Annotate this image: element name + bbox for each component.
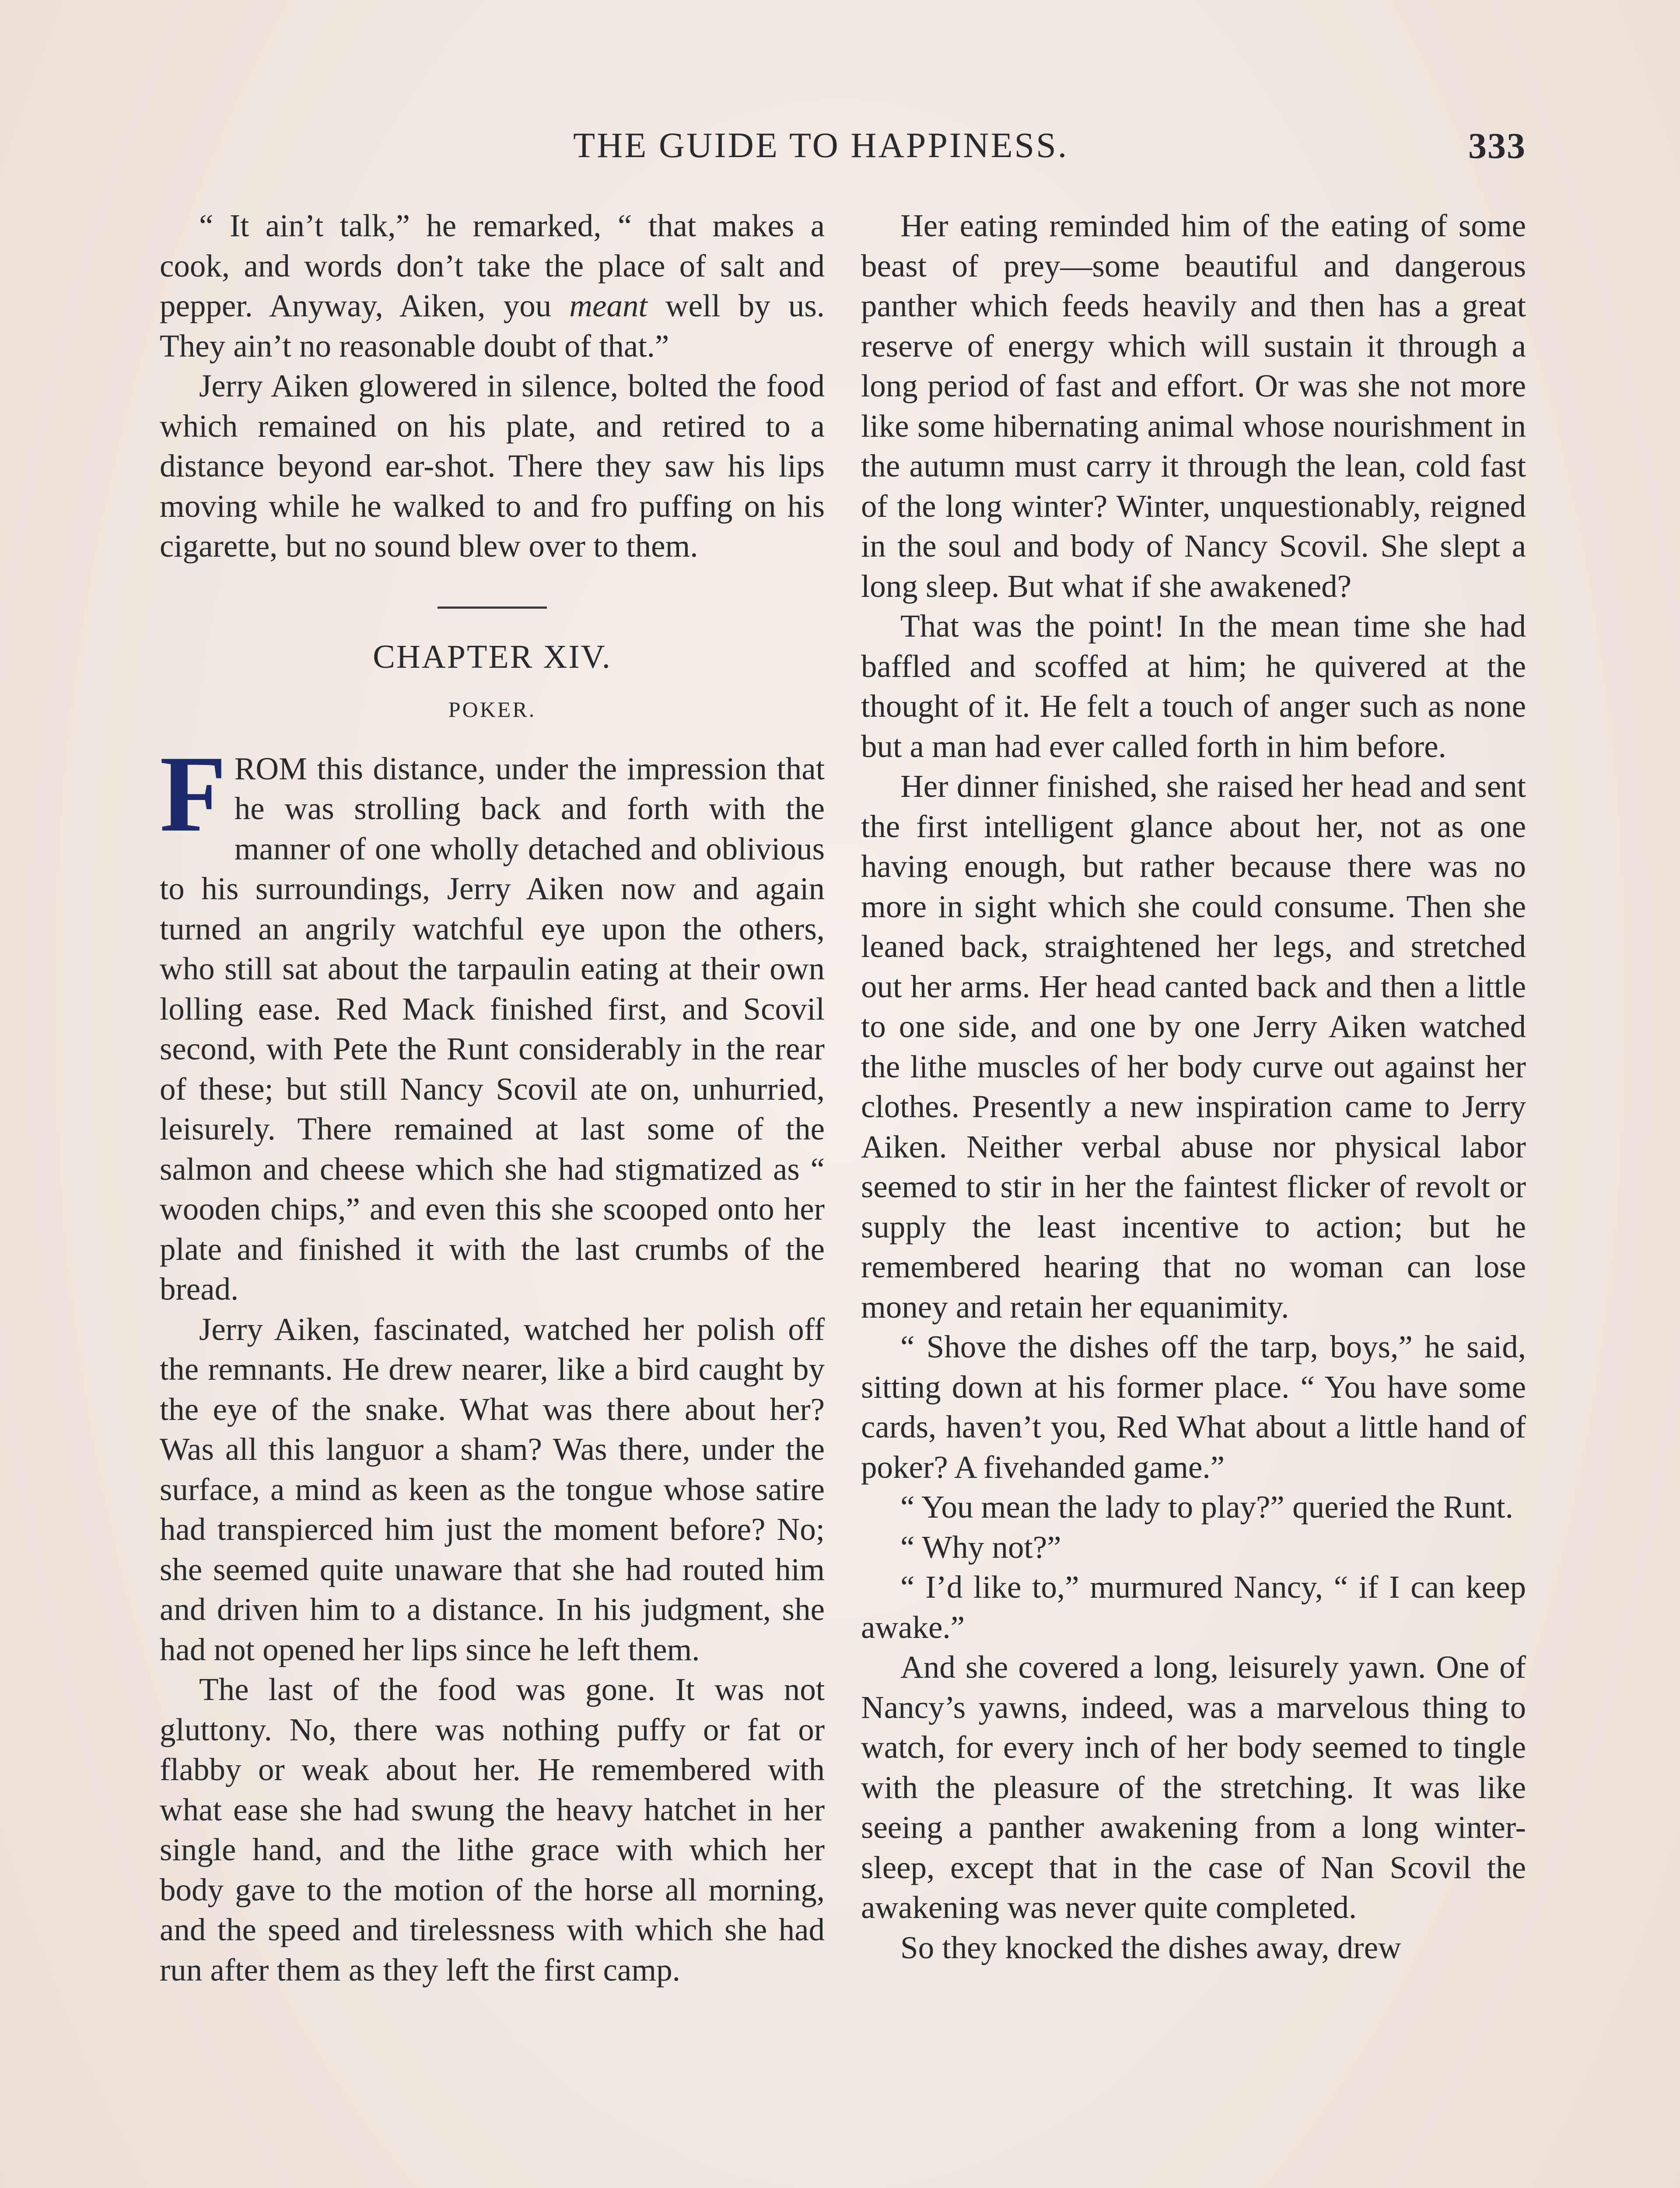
page-header [0, 125, 1680, 173]
page-number: 333 [1468, 126, 1526, 166]
paragraph: “ It ain’t talk,” he remarked, “ that makes a cook, and words don’t take the place of salt and pepper. Anyway, Aiken, you meant well by us. They ain’t no reasonable doubt of that.” [160, 208, 825, 364]
paragraph: Her eating reminded him of the eating of some beast of prey—some beautiful and dangerous panther which feeds heavily and then has a great reserve of energy which will sustain it through a long period of fast and effort. Or was she not more like some hibernating animal whose nourishment in the autumn must carry it through the lean, cold fast of the long winter? Winter, unquestionably, reigned in the soul and body of Nancy Scovil. She slept a long sleep. But what if she awakened? [861, 208, 1526, 604]
paragraph: “ Why not?” [900, 1529, 1061, 1565]
paragraph: Jerry Aiken glowered in silence, bolted the food which remained on his plate, and retired to a distance beyond ear-shot. There they saw his lips moving while he walked to and fro puffing on his cigarette, but no sound blew over to them. [160, 368, 825, 564]
section-divider [438, 607, 547, 609]
emphasis: meant [569, 288, 648, 323]
paragraph: “ I’d like to,” murmured Nancy, “ if I can keep awake.” [861, 1569, 1526, 1645]
paragraph: FROM this distance, under the impression that he was strolling back and forth with the manner of one wholly detached and oblivious to his surroundings, Jerry Aiken now and again turned an angrily watchful eye upon the others, who still sat about the tarpaulin eating at their own lolling ease. Red Mack finished first, and Scovil second, with Pete the Runt considerably in the rear of these; but still Nancy Scovil ate on, unhurried, leisurely. There remained at last some of the salmon and cheese which she had stigmatized as “ wooden chips,” and even this she scooped onto her plate and finished it with the last crumbs of the bread. [160, 733, 825, 1307]
running-title: THE GUIDE TO HAPPINESS. [573, 125, 1069, 165]
left-column [160, 206, 825, 1990]
right-column [861, 206, 1526, 1967]
paragraph: “ Shove the dishes off the tarp, boys,” he said, sitting down at his former place. “ You have some cards, haven’t you, Red What about a little hand of poker? A fivehanded game.” [861, 1329, 1526, 1485]
drop-cap: F [160, 733, 227, 855]
paragraph: So they knocked the dishes away, drew [900, 1929, 1401, 1965]
paragraph: That was the point! In the mean time she had baffled and scoffed at him; he quivered at the thought of it. He felt a touch of anger such as none but a man had ever called forth in him before. [861, 608, 1526, 764]
chapter-heading: CHAPTER XIV. [373, 638, 612, 675]
chapter-subtitle: POKER. [448, 697, 536, 722]
paragraph: Jerry Aiken, fascinated, watched her polish off the remnants. He drew nearer, like a bird caught by the eye of the snake. What was there about her? Was all this languor a sham? Was there, under the surface, a mind as keen as the tongue whose satire had transpierced him just the moment before? No; she seemed quite unaware that she had routed him and driven him to a distance. In his judgment, she had not opened her lips since he left them. [160, 1311, 825, 1667]
paragraph: And she covered a long, leisurely yawn. One of Nancy’s yawns, indeed, was a marvelous thing to watch, for every inch of her body seemed to tingle with the pleasure of the stretching. It was like seeing a panther awakening from a long winter-sleep, except that in the case of Nan Scovil the awakening was never quite completed. [861, 1649, 1526, 1925]
paragraph: The last of the food was gone. It was not gluttony. No, there was nothing puffy or fat or flabby or weak about her. He remembered with what ease she had swung the heavy hatchet in her single hand, and the lithe grace with which her body gave to the motion of the horse all morning, and the speed and tirelessness with which she had run after them as they left the first camp. [160, 1672, 825, 1988]
paragraph: “ You mean the lady to play?” queried the Runt. [900, 1489, 1513, 1525]
paragraph: Her dinner finished, she raised her head and sent the first intelligent glance about her, not as one having enough, but rather because there was no more in sight which she could consume. Then she leaned back, straightened her legs, and stretched out her arms. Her head canted back and then a little to one side, and one by one Jerry Aiken watched the lithe muscles of her body curve out against her clothes. Presently a new inspiration came to Jerry Aiken. Neither verbal abuse nor physical labor seemed to stir in her the faintest flicker of revolt or supply the least incentive to action; but he remembered hearing that no woman can lose money and retain her equanimity. [861, 768, 1526, 1325]
